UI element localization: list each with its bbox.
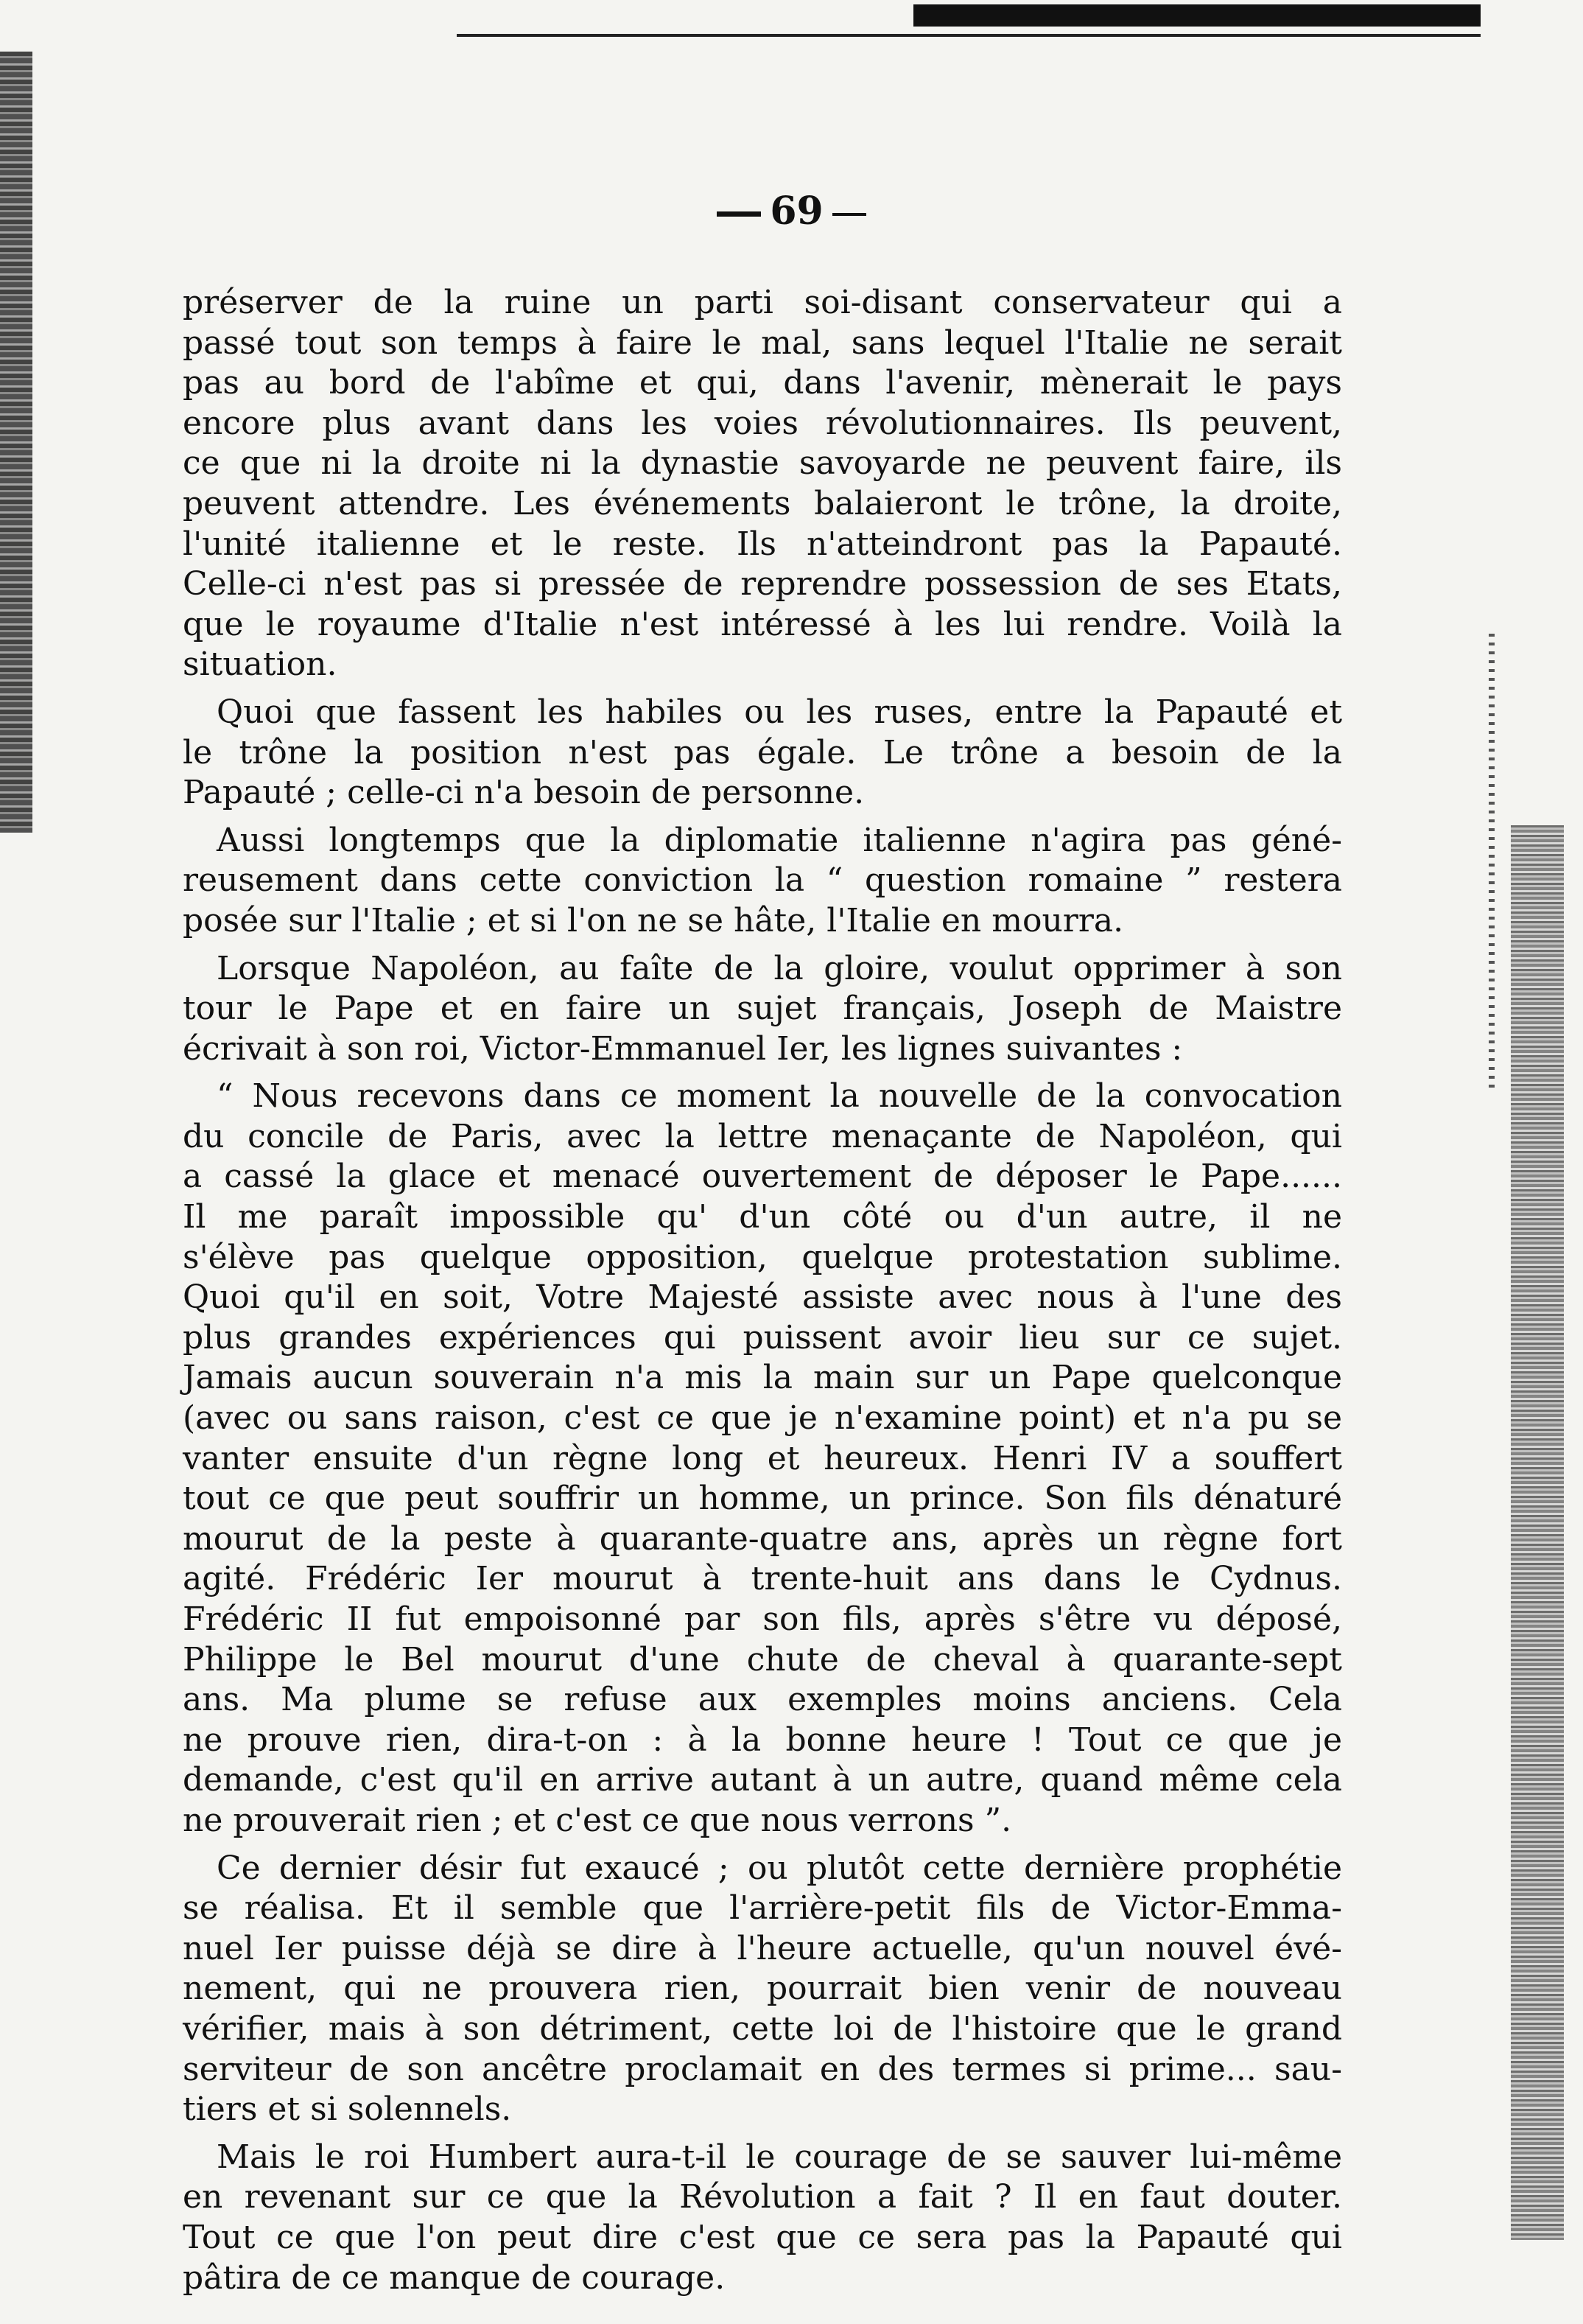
text-line: Papauté ; celle-ci n'a besoin de personne. (183, 774, 865, 812)
text-line: Quoi qu'il en soit, Votre Majesté assiste avec nous à l'une des (183, 1278, 1342, 1317)
left-binding-edge (0, 52, 32, 833)
text-line: Mais le roi Humbert aura-t-il le courage de se sauver lui-même (217, 2138, 1342, 2176)
right-edge-mark (1489, 634, 1495, 1091)
text-line: Tout ce que l'on peut dire c'est que ce sera pas la Papauté qui (183, 2218, 1342, 2256)
text-line: pâtira de ce manque de courage. (183, 2258, 726, 2297)
paragraph (183, 813, 1342, 942)
text-line: peuvent attendre. Les événements balaieront le trône, la droite, (183, 484, 1342, 522)
paragraph (183, 685, 1342, 813)
text-line: ne prouve rien, dira-t-on : à la bonne heure ! Tout ce que je (183, 1721, 1342, 1759)
text-line: s'élève pas quelque opposition, quelque protestation sublime. (183, 1238, 1342, 1276)
text-line: Il me paraît impossible qu' d'un côté ou d'un autre, il ne (183, 1198, 1342, 1236)
text-line: écrivait à son roi, Victor-Emmanuel Ier, les lignes suivantes : (183, 1029, 1183, 1068)
paragraph (183, 283, 1342, 685)
paragraph (183, 1841, 1342, 2130)
text-line: pas au bord de l'abîme et qui, dans l'avenir, mènerait le pays (183, 364, 1342, 402)
text-line: demande, c'est qu'il en arrive autant à un autre, quand même cela (183, 1761, 1342, 1799)
text-line: que le royaume d'Italie n'est intéressé à les lui rendre. Voilà la (183, 605, 1342, 643)
text-line: tout ce que peut souffrir un homme, un prince. Son fils dénaturé (183, 1480, 1342, 1518)
text-line: l'unité italienne et le reste. Ils n'atteindront pas la Papauté. (183, 525, 1342, 563)
text-line: Quoi que fassent les habiles ou les ruses, entre la Papauté et (217, 693, 1342, 731)
text-line: tiers et si solennels. (183, 2090, 512, 2129)
text-line: Philippe le Bel mourut d'une chute de cheval à quarante-sept (183, 1640, 1342, 1679)
text-line: Ce dernier désir fut exaucé ; ou plutôt cette dernière prophétie (217, 1849, 1342, 1887)
text-line: vérifier, mais à son détriment, cette loi de l'histoire que le grand (183, 2009, 1342, 2048)
page-number (0, 189, 1583, 234)
text-line: Celle-ci n'est pas si pressée de reprendre possession de ses Etats, (183, 565, 1342, 603)
text-line: préserver de la ruine un parti soi-disant conservateur qui a (183, 284, 1342, 321)
text-line: le trône la position n'est pas égale. Le trône a besoin de la (183, 733, 1342, 771)
dash-left (717, 211, 761, 217)
text-line: “ Nous recevons dans ce moment la nouvelle de la convocation (217, 1077, 1342, 1116)
top-rule-bar (913, 4, 1481, 27)
paragraph (183, 942, 1342, 1070)
text-line: nuel Ier puisse déjà se dire à l'heure actuelle, qu'un nouvel évé- (183, 1929, 1342, 1967)
text-line: reusement dans cette conviction la “ question romaine ” restera (183, 861, 1342, 900)
text-line: nement, qui ne prouvera rien, pourrait bien venir de nouveau (183, 1970, 1342, 2008)
text-line: Jamais aucun souverain n'a mis la main sur un Pape quelconque (183, 1359, 1342, 1397)
text-line: a cassé la glace et menacé ouvertement de déposer le Pape...... (183, 1158, 1342, 1196)
text-line: mourut de la peste à quarante-quatre ans, après un règne fort (183, 1519, 1342, 1558)
text-line: du concile de Paris, avec la lettre menaçante de Napoléon, qui (183, 1117, 1342, 1155)
right-binding-edge (1511, 825, 1564, 2240)
text-line: (avec ou sans raison, c'est ce que je n'examine point) et n'a pu se (183, 1399, 1342, 1438)
text-line: se réalisa. Et il semble que l'arrière-petit fils de Victor-Emma- (183, 1889, 1342, 1928)
text-line: agité. Frédéric Ier mourut à trente-huit ans dans le Cydnus. (183, 1560, 1342, 1598)
text-line: en revenant sur ce que la Révolution a fait ? Il en faut douter. (183, 2178, 1342, 2216)
page-number-text: 69 (770, 189, 824, 234)
dash-right (832, 213, 866, 216)
body-text (183, 283, 1342, 2298)
text-line: ce que ni la droite ni la dynastie savoyarde ne peuvent faire, ils (183, 444, 1342, 483)
paragraph (183, 2130, 1342, 2298)
text-line: passé tout son temps à faire le mal, sans lequel l'Italie ne serait (183, 323, 1342, 362)
text-line: tour le Pape et en faire un sujet français, Joseph de Maistre (183, 990, 1342, 1028)
text-line: ne prouverait rien ; et c'est ce que nous verrons ”. (183, 1801, 1012, 1839)
text-line: Aussi longtemps que la diplomatie italienne n'agira pas géné- (217, 821, 1342, 859)
text-line: encore plus avant dans les voies révolutionnaires. Ils peuvent, (183, 404, 1342, 442)
top-rule (457, 34, 1481, 37)
paragraph (183, 1069, 1342, 1841)
text-line: plus grandes expériences qui puissent avoir lieu sur ce sujet. (183, 1318, 1342, 1357)
text-line: posée sur l'Italie ; et si l'on ne se hâte, l'Italie en mourra. (183, 901, 1124, 939)
text-line: Frédéric II fut empoisonné par son fils, après s'être vu déposé, (183, 1600, 1342, 1638)
text-line: Lorsque Napoléon, au faîte de la gloire, voulut opprimer à son (217, 949, 1342, 987)
text-line: serviteur de son ancêtre proclamait en des termes si prime... sau- (183, 2050, 1342, 2088)
text-line: situation. (183, 645, 337, 684)
text-line: vanter ensuite d'un règne long et heureux. Henri IV a souffert (183, 1439, 1342, 1477)
text-line: ans. Ma plume se refuse aux exemples moins anciens. Cela (183, 1681, 1342, 1719)
